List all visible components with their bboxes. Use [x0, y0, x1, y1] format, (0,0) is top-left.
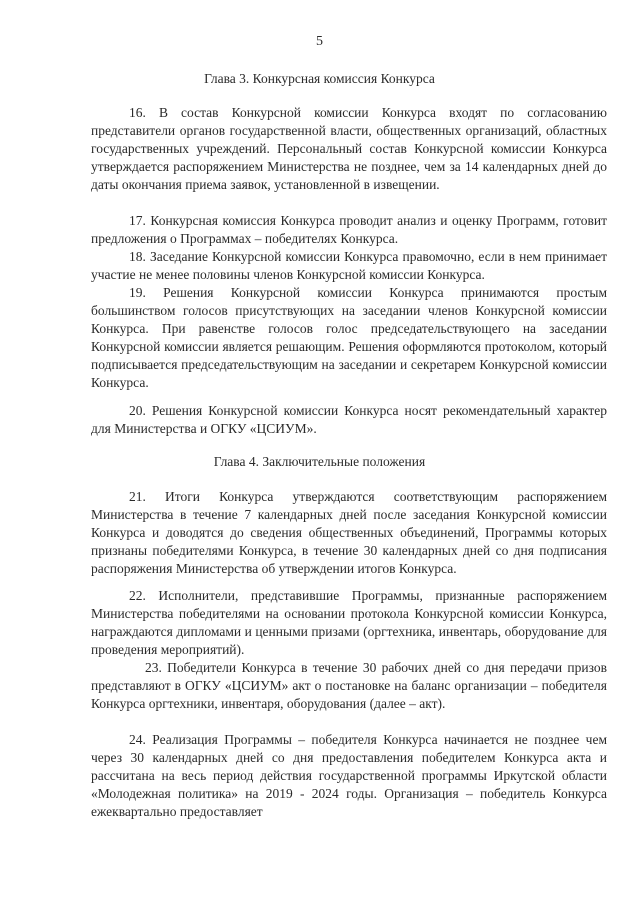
paragraph-17-text: 17. Конкурсная комиссия Конкурса проводит анализ и оценку Программ, готовит предложения о Программах – победителях Конкурса. [91, 213, 607, 246]
paragraph-24 [91, 731, 607, 821]
paragraph-19-text: 19. Решения Конкурсной комиссии Конкурса принимаются простым большинством голосов присутствующих на заседании членов Конкурсной комиссии Конкурса. При равенстве голосов голос председательствующего на заседании Конкурсной комиссии является решающим. Решения оформляются протоколом, который подписывается председательствующим на заседании и секретарем Конкурсной комиссии Конкурса. [91, 285, 607, 390]
paragraph-21 [91, 488, 607, 578]
paragraph-23-text: 23. Победители Конкурса в течение 30 рабочих дней со дня передачи призов представляют в ОГКУ «ЦСИУМ» акт о постановке на баланс организации – победителя Конкурса оргтехники, инвентаря, оборудования (далее – акт). [91, 660, 607, 711]
paragraph-21-text: 21. Итоги Конкурса утверждаются соответствующим распоряжением Министерства в течение 7 календарных дней после заседания Конкурсной комиссии Конкурса и доводятся до сведения общественных объединений, Программы которых признаны победителями Конкурса, в течение 30 календарных дней со дня подписания распоряжения Министерства об утверждении итогов Конкурса. [91, 489, 607, 576]
paragraph-18-text: 18. Заседание Конкурсной комиссии Конкурса правомочно, если в нем принимает участие не менее половины членов Конкурсной комиссии Конкурса. [91, 249, 607, 282]
paragraph-17 [91, 212, 607, 248]
paragraph-22 [91, 587, 607, 659]
paragraph-18 [91, 248, 607, 284]
page-number: 5 [316, 34, 323, 49]
paragraph-16 [91, 104, 607, 194]
paragraph-23 [91, 659, 607, 713]
paragraph-22-text: 22. Исполнители, представившие Программы, признанные распоряжением Министерства победителями на основании протокола Конкурсной комиссии Конкурса, награждаются дипломами и ценными призами (оргтехника, инвентарь, оборудование для проведения мероприятий). [91, 588, 607, 657]
paragraph-24-text: 24. Реализация Программы – победителя Конкурса начинается не позднее чем через 30 календарных дней со дня предоставления победителем Конкурса акта и рассчитана на весь период действия государственной программы Иркутской области «Молодежная политика» на 2019 - 2024 годы. Организация – победитель Конкурса ежеквартально предоставляет [91, 732, 607, 819]
chapter-4-heading: Глава 4. Заключительные положения [213, 454, 426, 469]
paragraph-16-text: 16. В состав Конкурсной комиссии Конкурса входят по согласованию представители органов государственной власти, общественных организаций, областных государственных учреждений. Персональный состав Конкурсной комиссии Конкурса утверждается распоряжением Министерства не позднее, чем за 14 календарных дней до даты окончания приема заявок, установленной в извещении. [91, 105, 607, 192]
paragraph-20-text: 20. Решения Конкурсной комиссии Конкурса носят рекомендательный характер для Министерства и ОГКУ «ЦСИУМ». [91, 403, 607, 436]
paragraph-20 [91, 402, 607, 438]
chapter-3-heading: Глава 3. Конкурсная комиссия Конкурса [204, 71, 435, 86]
paragraph-19 [91, 284, 607, 392]
